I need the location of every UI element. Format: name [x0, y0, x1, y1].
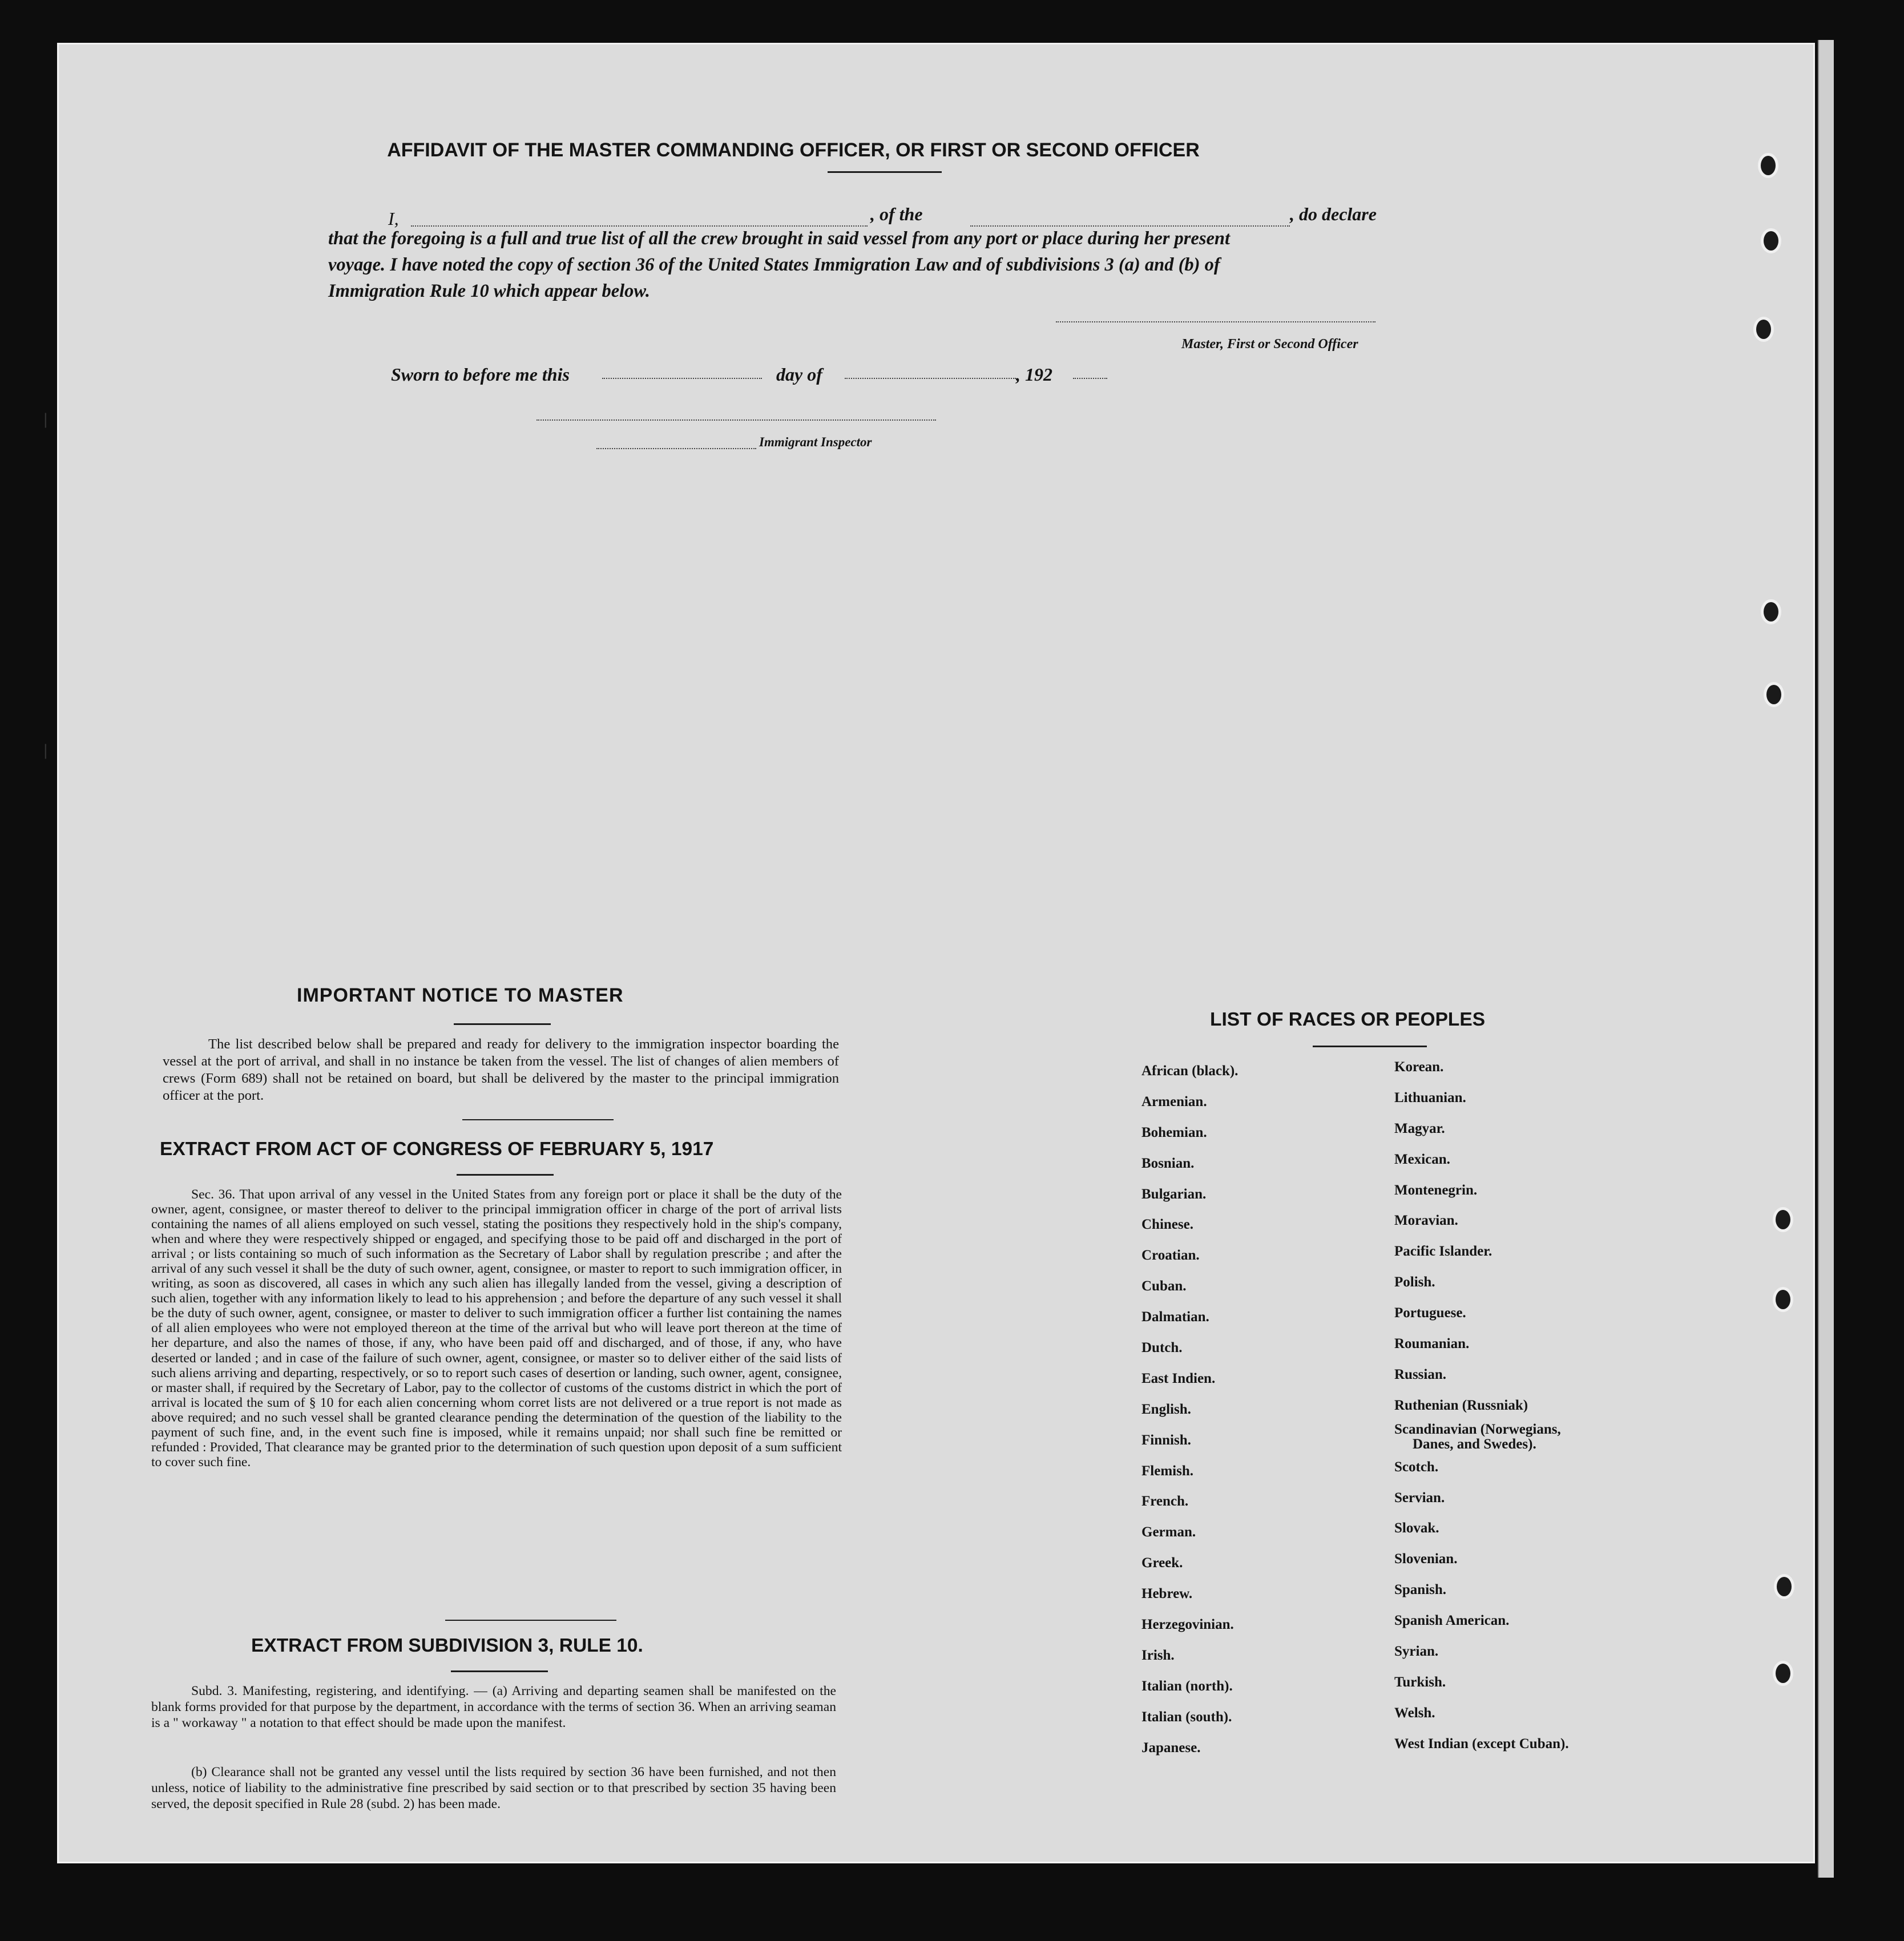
race-item: Finnish.: [1141, 1432, 1191, 1448]
punch-hole: [1753, 317, 1774, 342]
inspector-label: Immigrant Inspector: [759, 435, 872, 449]
rule-text-a: Subd. 3. Manifesting, registering, and identifying. — (a) Arriving and departing seamen shall be manifested on the blank forms provided for that purpose by the department, in accordance with the terms of section 36. When an arriving seaman is a " workaway " a notation to that effect should be made upon the manifest.: [151, 1684, 836, 1730]
race-item: Turkish.: [1394, 1674, 1446, 1690]
race-item: Roumanian.: [1394, 1336, 1470, 1352]
race-item: Moravian.: [1394, 1213, 1458, 1229]
race-item: Spanish American.: [1394, 1613, 1510, 1629]
notice-text: The list described below shall be prepared and ready for delivery to the immigration inspector boarding the vessel at the port of arrival, and shall in no instance be taken from the vessel. The list of changes of alien members of crews (Form 689) shall not be retained on board, but shall be delivered by the master to the principal immigration officer at the port.: [163, 1036, 839, 1103]
notice-bottom-rule: [462, 1119, 614, 1120]
act-heading: EXTRACT FROM ACT OF CONGRESS OF FEBRUARY 5, 1917: [160, 1139, 714, 1160]
affidavit-line-2: voyage. I have noted the copy of section 36 of the United States Immigration Law and of subdivisions 3 (a) and (b) of: [328, 255, 1220, 275]
race-item: Flemish.: [1141, 1463, 1193, 1479]
race-item: Japanese.: [1141, 1740, 1201, 1756]
inspector-lead-line: [596, 448, 756, 449]
day-of-label: day of: [776, 364, 822, 385]
punch-hole: [1773, 1287, 1793, 1312]
race-item: Italian (south).: [1141, 1709, 1232, 1725]
race-item: Slovak.: [1394, 1520, 1439, 1536]
race-item: Irish.: [1141, 1647, 1175, 1663]
rule-heading: EXTRACT FROM SUBDIVISION 3, RULE 10.: [251, 1635, 643, 1656]
rule-text-b: (b) Clearance shall not be granted any vessel until the lists required by section 36 have been furnished, and not then unless, notice of liability to the administrative fine prescribed by said section or to that prescribed by section 35 having been served, the deposit specified in Rule 28 (subd. 2) has been made.: [151, 1765, 836, 1811]
notice-heading: IMPORTANT NOTICE TO MASTER: [297, 984, 624, 1006]
race-item: West Indian (except Cuban).: [1394, 1736, 1569, 1752]
do-declare-label: , do declare: [1290, 204, 1377, 224]
race-item: Croatian.: [1141, 1248, 1200, 1264]
name-line[interactable]: [411, 225, 868, 227]
sworn-day-line[interactable]: [602, 378, 762, 379]
bleed-through-mark: |: [41, 742, 50, 759]
punch-hole: [1773, 1207, 1793, 1232]
heading-rule: [828, 171, 942, 173]
race-item: Chinese.: [1141, 1217, 1193, 1233]
race-item: German.: [1141, 1524, 1196, 1540]
race-item: Mexican.: [1394, 1151, 1450, 1167]
race-item: East Indien.: [1141, 1370, 1216, 1386]
race-item: Magyar.: [1394, 1120, 1445, 1136]
year-label: , 192: [1016, 364, 1052, 385]
race-item: Bulgarian.: [1141, 1186, 1207, 1202]
sworn-label: Sworn to before me this: [391, 364, 570, 385]
punch-hole: [1773, 1661, 1793, 1686]
rule-rule: [451, 1670, 548, 1672]
race-item: Ruthenian (Russniak): [1394, 1397, 1528, 1413]
declarant-label: I,: [388, 208, 399, 229]
race-item: Polish.: [1394, 1274, 1435, 1290]
race-item: Armenian.: [1141, 1093, 1207, 1109]
race-item: Pacific Islander.: [1394, 1244, 1492, 1260]
race-item: Spanish.: [1394, 1582, 1447, 1598]
race-item: English.: [1141, 1401, 1191, 1417]
race-item: Bosnian.: [1141, 1155, 1195, 1171]
vessel-line[interactable]: [970, 225, 1290, 227]
affidavit-line-3: Immigration Rule 10 which appear below.: [328, 281, 651, 301]
punch-hole: [1761, 599, 1781, 624]
race-item: Dutch.: [1141, 1340, 1183, 1356]
punch-hole: [1774, 1574, 1794, 1599]
affidavit-line-1: that the foregoing is a full and true list of all the crew brought in said vessel from any port or place during her present: [328, 228, 1231, 249]
affidavit-heading: AFFIDAVIT OF THE MASTER COMMANDING OFFICER, OR FIRST OR SECOND OFFICER: [387, 139, 1200, 161]
notice-rule: [454, 1023, 551, 1025]
race-item-scandinavian: [1394, 1421, 1569, 1452]
race-item: Scandinavian (Norwegians,: [1394, 1421, 1561, 1437]
race-item: Montenegrin.: [1394, 1182, 1478, 1198]
race-item: Servian.: [1394, 1490, 1445, 1506]
page-edge: [1818, 40, 1834, 1878]
race-item: Slovenian.: [1394, 1551, 1458, 1567]
race-item: Hebrew.: [1141, 1586, 1193, 1602]
act-rule: [457, 1174, 554, 1176]
race-item: Syrian.: [1394, 1644, 1439, 1660]
race-item: Portuguese.: [1394, 1305, 1466, 1321]
race-item: Lithuanian.: [1394, 1089, 1466, 1105]
races-column-2: [1394, 1052, 1569, 1760]
bleed-through-mark: |: [41, 411, 50, 428]
race-item: Greek.: [1141, 1555, 1183, 1571]
race-item: Italian (north).: [1141, 1678, 1233, 1694]
race-item: Bohemian.: [1141, 1124, 1207, 1140]
punch-hole: [1758, 153, 1778, 178]
master-signature-label: Master, First or Second Officer: [1181, 337, 1358, 352]
race-item-continued: Danes, and Swedes).: [1413, 1436, 1536, 1452]
inspector-signature-line[interactable]: [536, 419, 936, 421]
of-the-label: , of the: [870, 204, 923, 224]
punch-hole: [1761, 228, 1781, 253]
races-column-1: [1141, 1056, 1238, 1763]
race-item: French.: [1141, 1494, 1189, 1510]
race-item: Herzegovinian.: [1141, 1617, 1234, 1633]
sworn-year-line[interactable]: [1073, 378, 1107, 379]
races-heading: LIST OF RACES OR PEOPLES: [1210, 1009, 1486, 1030]
act-text: Sec. 36. That upon arrival of any vessel in the United States from any foreign port or place it shall be the duty of the owner, agent, consignee, or master thereof to deliver to the principal immigration officer in charge of the port of arrival lists containing the names of all aliens employed on such vessel, stating the positions they respectively hold in the ship's company, when and where they were respectively shipped or engaged, and specifying those to be paid off and discharged in the port of arrival ; or lists containing so much of such information as the Secretary of Labor shall by regulation prescribe ; and after the arrival of any such vessel it shall be the duty of such owner, agent, consignee, or master to report to such immigration officer, in writing, as soon as discovered, all cases in which any such alien has illegally landed from the vessel, giving a description of such alien, together with any information likely to lead to his apprehension ; and before the departure of any such vessel it shall be the duty of such owner, agent, consignee, or master to deliver to such immigration officer a further list containing the names of all alien employees who were not employed thereon at the time of the arrival but who will leave port thereon at the time of her departure, and also the names of those, if any, who have been paid off and discharged, and of those, if any, who have deserted or landed ; and in case of the failure of such owner, agent, consignee, or master so to deliver either of the said lists of such aliens arriving and departing, respectively, or so to report such cases of desertion or landing, such owner, agent, consignee, or master shall, if required by the Secretary of Labor, pay to the collector of customs of the customs district in which the port of arrival is located the sum of § 10 for each alien concerning whom corret lists are not delivered or a true report is not made as above required; and no such vessel shall be granted clearance pending the determination of the question of the liability to the payment of such fine, and, in the event such fine is imposed, while it remains unpaid; nor shall such fine be remitted or refunded : Provided, That clearance may be granted prior to the determination of such question upon deposit of a sum sufficient to cover such fine.: [151, 1187, 842, 1470]
race-item: Cuban.: [1141, 1278, 1187, 1294]
act-bottom-rule: [445, 1620, 616, 1621]
race-item: Dalmatian.: [1141, 1309, 1209, 1325]
sworn-month-line[interactable]: [845, 378, 1016, 379]
race-item: Welsh.: [1394, 1705, 1435, 1721]
race-item: Russian.: [1394, 1366, 1447, 1382]
race-item: Scotch.: [1394, 1459, 1439, 1475]
master-signature-line[interactable]: [1056, 321, 1375, 322]
races-rule: [1313, 1046, 1427, 1047]
race-item: African (black).: [1141, 1063, 1239, 1079]
race-item: Korean.: [1394, 1059, 1444, 1075]
punch-hole: [1764, 682, 1784, 707]
